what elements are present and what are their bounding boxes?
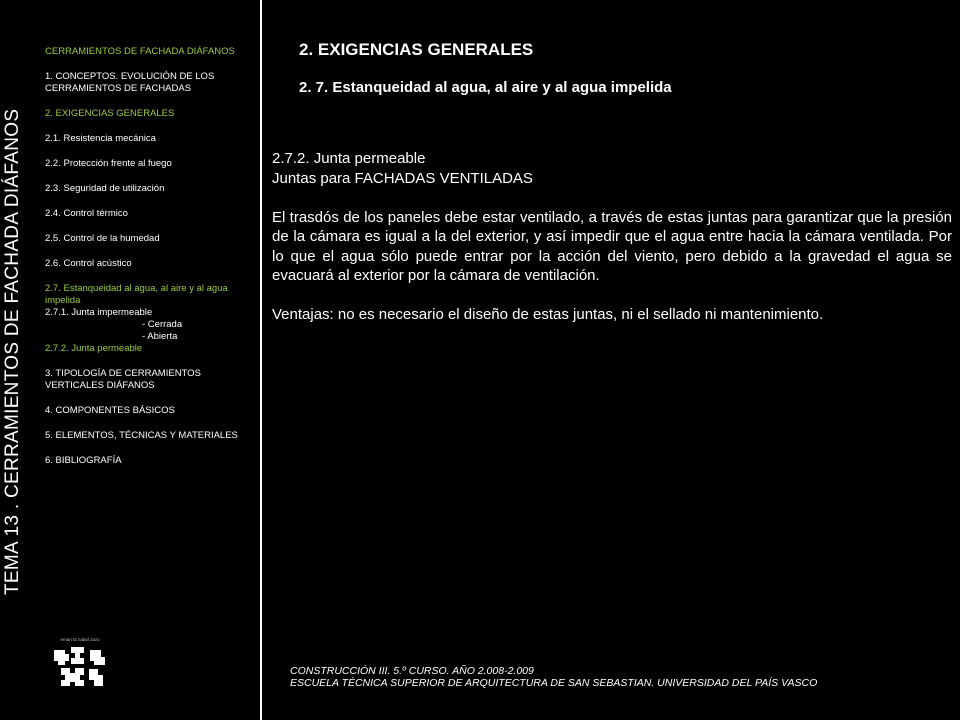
sidebar-item-fuego[interactable]: 2.2. Protección frente al fuego [45, 158, 172, 169]
footer [290, 665, 817, 689]
sidebar-item-tipologia[interactable]: 3. TIPOLOGÍA DE CERRAMIENTOS VERTICALES DIÁFANOS [45, 368, 201, 391]
footer-course: CONSTRUCCIÓN III. 5.º CURSO. AÑO 2.008-2.009 [290, 665, 534, 677]
advantages-paragraph: Ventajas: no es necesario el diseño de estas juntas, ni el sellado ni mantenimiento. [272, 306, 824, 323]
university-logo-icon [52, 636, 108, 690]
sidebar-item-acustico[interactable]: 2.6. Control acústico [45, 258, 132, 269]
main-content [272, 149, 952, 325]
sidebar-index [45, 46, 245, 467]
sidebar-item-exigencias[interactable]: 2. EXIGENCIAS GENERALES [45, 108, 175, 119]
sidebar-item-resistencia[interactable]: 2.1. Resistencia mecánica [45, 133, 156, 144]
sidebar-item-junta-permeable[interactable]: 2.7.2. Junta permeable [45, 343, 143, 354]
subsection-heading: Juntas para FACHADAS VENTILADAS [272, 169, 533, 187]
sidebar-item-componentes[interactable]: 4. COMPONENTES BÁSICOS [45, 405, 175, 416]
footer-school: ESCUELA TÉCNICA SUPERIOR DE ARQUITECTURA DE SAN SEBASTIAN. UNIVERSIDAD DEL PAÍS VASCO [290, 677, 818, 689]
sidebar-heading: CERRAMIENTOS DE FACHADA DIÁFANOS [45, 46, 235, 57]
sidebar-item-seguridad[interactable]: 2.3. Seguridad de utilización [45, 183, 165, 194]
sidebar-item-humedad[interactable]: 2.5. Control de la humedad [45, 233, 160, 244]
sidebar-item-bibliografia[interactable]: 6. BIBLIOGRAFÍA [45, 455, 122, 466]
sidebar-item-conceptos[interactable]: 1. CONCEPTOS. EVOLUCIÓN DE LOS CERRAMIENTOS DE FACHADAS [45, 71, 215, 94]
page-subtitle: 2. 7. Estanqueidad al agua, al aire y al agua impelida [299, 79, 672, 96]
body-paragraph: El trasdós de los paneles debe estar ventilado, a través de estas juntas para garantizar que la presión de la cámara es igual a la del exterior, y así impedir que el agua entre hacia la cámara ventilada. Por lo que el agua sólo puede entrar por la acción del viento, pero debido a la gravedad el agua se evacuará al exterior por la cámara de ventilación. [272, 208, 952, 284]
sidebar-item-termico[interactable]: 2.4. Control térmico [45, 208, 128, 219]
vertical-divider [260, 0, 262, 720]
sidebar-item-estanqueidad[interactable]: 2.7. Estanqueidad al agua, al aire y al agua impelida [45, 283, 228, 306]
sidebar-item-elementos[interactable]: 5. ELEMENTOS, TÉCNICAS Y MATERIALES [45, 430, 238, 441]
sidebar-item-cerrada[interactable]: - Cerrada [142, 319, 183, 330]
page-title: 2. EXIGENCIAS GENERALES [299, 40, 534, 59]
slide-vertical-title: TEMA 13 . CERRAMIENTOS DE FACHADA DIÁFANOS [2, 108, 23, 595]
section-heading: 2.7.2. Junta permeable [272, 150, 426, 167]
sidebar-item-abierta[interactable]: - Abierta [142, 331, 178, 342]
logo-tagline: eman ta zabal zazu [60, 637, 100, 642]
sidebar-item-junta-impermeable[interactable]: 2.7.1. Junta impermeable [45, 307, 153, 318]
